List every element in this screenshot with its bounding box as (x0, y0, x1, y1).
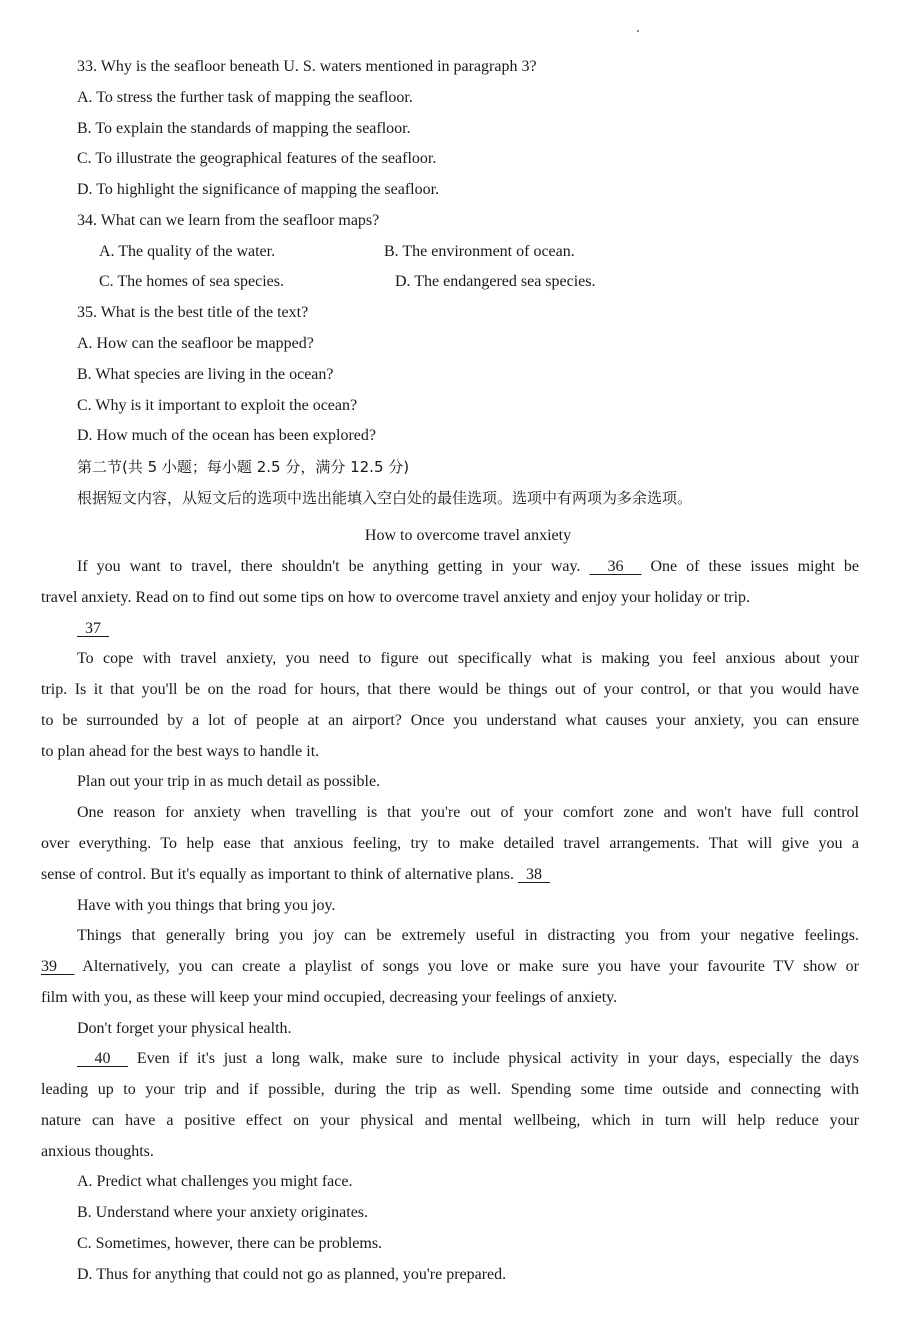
passage-text: Even if it's just a long walk, make sure to include physical activity in your days, especially the days (136, 1050, 860, 1067)
answer-option-d: D. Thus for anything that could not go as planned, you're prepared. (77, 1266, 507, 1283)
passage-text: One of these issues might be (650, 558, 860, 575)
blank-40: 40 (77, 1050, 129, 1067)
section-instructions: 根据短文内容，从短文后的选项中选出能填入空白处的最佳选项。选项中有两项为多余选项。 (77, 489, 693, 507)
answer-option-a: A. Predict what challenges you might face. (77, 1173, 353, 1190)
passage-subheading: Have with you things that bring you joy. (77, 897, 336, 914)
passage-line: to be surrounded by a lot of people at an airport? Once you understand what causes your anxiety, you can ensure (41, 712, 859, 729)
passage-line (77, 619, 109, 639)
passage-line: Things that generally bring you joy can be extremely useful in distracting you from your negative feelings. (77, 927, 859, 944)
question-34-stem: 34. What can we learn from the seafloor maps? (77, 212, 380, 229)
blank-38: 38 (518, 866, 551, 883)
stray-mark (637, 30, 639, 32)
question-35-option-a: A. How can the seafloor be mapped? (77, 335, 314, 352)
question-33-option-c: C. To illustrate the geographical features of the seafloor. (77, 150, 437, 167)
passage-line (41, 957, 859, 977)
passage-text: Alternatively, you can create a playlist of songs you love or make sure you have your favourite TV show or (82, 958, 859, 975)
question-33-option-d: D. To highlight the significance of mapping the seafloor. (77, 181, 440, 198)
question-35-option-b: B. What species are living in the ocean? (77, 366, 334, 383)
answer-option-c: C. Sometimes, however, there can be problems. (77, 1235, 383, 1252)
passage-line: to plan ahead for the best ways to handle it. (41, 743, 320, 760)
passage-line: leading up to your trip and if possible, during the trip as well. Spending some time outside and connecting with (41, 1081, 859, 1098)
passage-line: travel anxiety. Read on to find out some tips on how to overcome travel anxiety and enjoy your holiday or trip. (41, 589, 751, 606)
question-34-option-c: C. The homes of sea species. (99, 273, 284, 290)
passage-line: One reason for anxiety when travelling is that you're out of your comfort zone and won't have full control (77, 804, 859, 821)
blank-36: 36 (589, 558, 642, 575)
passage-line: nature can have a positive effect on your physical and mental wellbeing, which in turn will help reduce your (41, 1112, 859, 1129)
blank-39: 39 (41, 958, 75, 975)
question-33-option-b: B. To explain the standards of mapping the seafloor. (77, 120, 411, 137)
passage-line (77, 1049, 859, 1069)
section-heading: 第二节(共 5 小题；每小题 2.5 分，满分 12.5 分) (77, 458, 410, 476)
passage-text: sense of control. But it's equally as important to think of alternative plans. (41, 866, 515, 883)
passage-line (41, 865, 550, 885)
question-33-stem: 33. Why is the seafloor beneath U. S. waters mentioned in paragraph 3? (77, 58, 537, 75)
passage-text: If you want to travel, there shouldn't be anything getting in your way. (77, 558, 581, 575)
passage-line: anxious thoughts. (41, 1143, 154, 1160)
question-35-option-c: C. Why is it important to exploit the ocean? (77, 397, 358, 414)
question-34-option-b: B. The environment of ocean. (384, 243, 575, 260)
passage-title: How to overcome travel anxiety (364, 527, 572, 544)
question-34-option-d: D. The endangered sea species. (395, 273, 596, 290)
passage-subheading: Plan out your trip in as much detail as possible. (77, 773, 381, 790)
question-33-option-a: A. To stress the further task of mapping the seafloor. (77, 89, 413, 106)
passage-line: trip. Is it that you'll be on the road for hours, that there would be things out of your control, or that you would have (41, 681, 859, 698)
blank-37: 37 (77, 620, 109, 637)
passage-subheading: Don't forget your physical health. (77, 1020, 292, 1037)
question-35-option-d: D. How much of the ocean has been explored? (77, 427, 376, 444)
passage-line (77, 557, 859, 577)
passage-line: film with you, as these will keep your mind occupied, decreasing your feelings of anxiety. (41, 989, 618, 1006)
answer-option-b: B. Understand where your anxiety originates. (77, 1204, 369, 1221)
question-34-option-a: A. The quality of the water. (99, 243, 276, 260)
question-35-stem: 35. What is the best title of the text? (77, 304, 309, 321)
passage-line: To cope with travel anxiety, you need to figure out specifically what is making you feel anxious about your (77, 650, 859, 667)
passage-line: over everything. To help ease that anxious feeling, try to make detailed travel arrangements. That will give you a (41, 835, 859, 852)
